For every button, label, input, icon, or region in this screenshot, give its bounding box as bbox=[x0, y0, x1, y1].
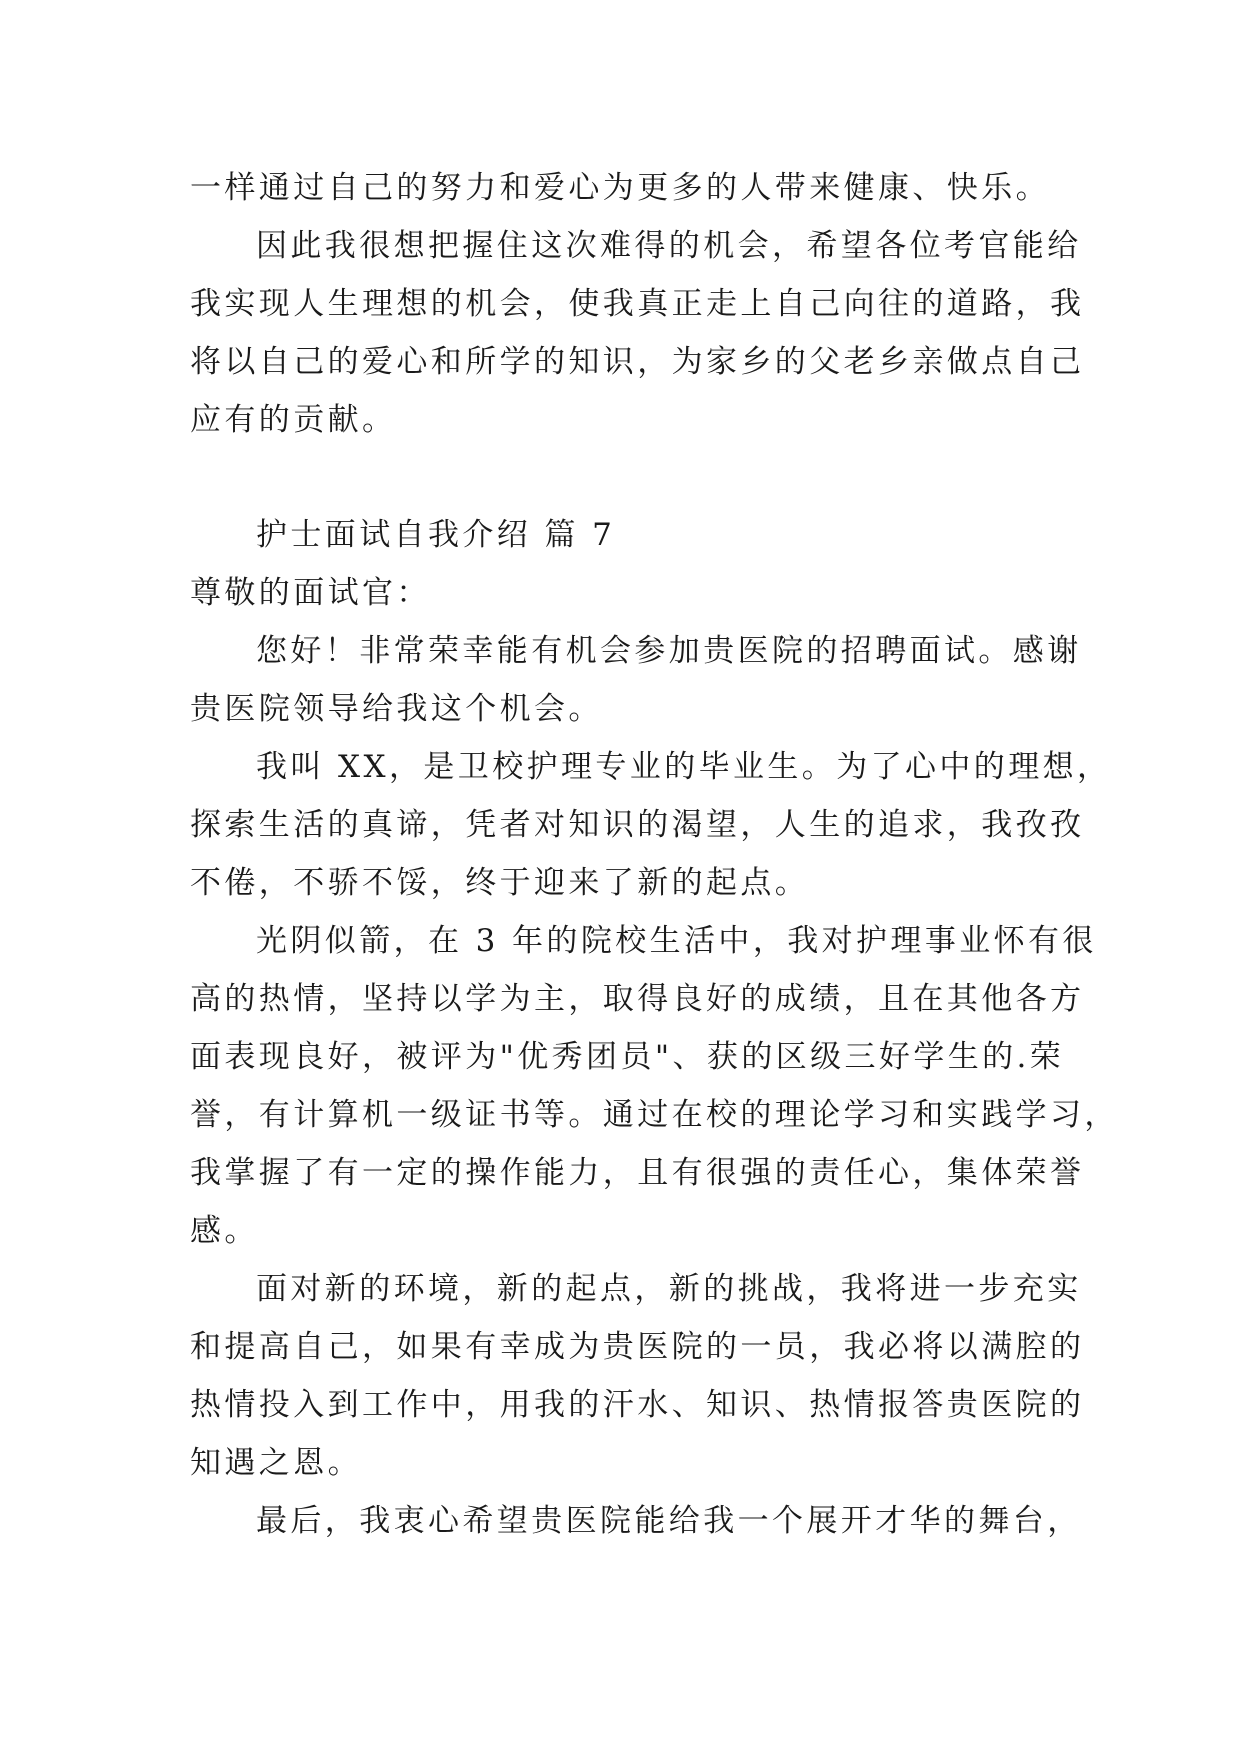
paragraph-start-line: 因此我很想把握住这次难得的机会，希望各位考官能给 bbox=[256, 228, 1082, 264]
text-line: 探索生活的真谛，凭者对知识的渴望，人生的追求，我孜孜 bbox=[190, 807, 1085, 843]
paragraph-start-line: 最后，我衷心希望贵医院能给我一个展开才华的舞台， bbox=[256, 1503, 1082, 1539]
text-line: 不倦，不骄不馁，终于迎来了新的起点。 bbox=[190, 865, 810, 901]
text-line: 和提高自己，如果有幸成为贵医院的一员，我必将以满腔的 bbox=[190, 1329, 1085, 1365]
section-heading: 护士面试自我介绍 篇 7 bbox=[256, 517, 616, 553]
paragraph-start-line: 您好！非常荣幸能有机会参加贵医院的招聘面试。感谢 bbox=[256, 633, 1082, 669]
text-line: 一样通过自己的努力和爱心为更多的人带来健康、快乐。 bbox=[190, 170, 1050, 206]
text-line: 知遇之恩。 bbox=[190, 1445, 362, 1481]
text-line: 热情投入到工作中，用我的汗水、知识、热情报答贵医院的 bbox=[190, 1387, 1085, 1423]
text-line: 我掌握了有一定的操作能力，且有很强的责任心，集体荣誉 bbox=[190, 1155, 1085, 1191]
paragraph-start-line: 面对新的环境，新的起点，新的挑战，我将进一步充实 bbox=[256, 1271, 1082, 1307]
text-line: 感。 bbox=[190, 1213, 259, 1249]
salutation: 尊敬的面试官： bbox=[190, 575, 431, 611]
paragraph-start-line: 光阴似箭，在 3 年的院校生活中，我对护理事业怀有很 bbox=[256, 923, 1097, 959]
text-line: 贵医院领导给我这个机会。 bbox=[190, 691, 603, 727]
text-line: 应有的贡献。 bbox=[190, 402, 397, 438]
text-line: 将以自己的爱心和所学的知识，为家乡的父老乡亲做点自己 bbox=[190, 344, 1085, 380]
text-line: 高的热情，坚持以学为主，取得良好的成绩，且在其他各方 bbox=[190, 981, 1085, 1017]
text-line: 面表现良好，被评为"优秀团员"、获的区级三好学生的.荣 bbox=[190, 1039, 1065, 1075]
text-line: 我实现人生理想的机会，使我真正走上自己向往的道路，我 bbox=[190, 286, 1085, 322]
text-line: 誉，有计算机一级证书等。通过在校的理论学习和实践学习， bbox=[190, 1097, 1119, 1133]
paragraph-start-line: 我叫 XX，是卫校护理专业的毕业生。为了心中的理想， bbox=[256, 749, 1112, 785]
